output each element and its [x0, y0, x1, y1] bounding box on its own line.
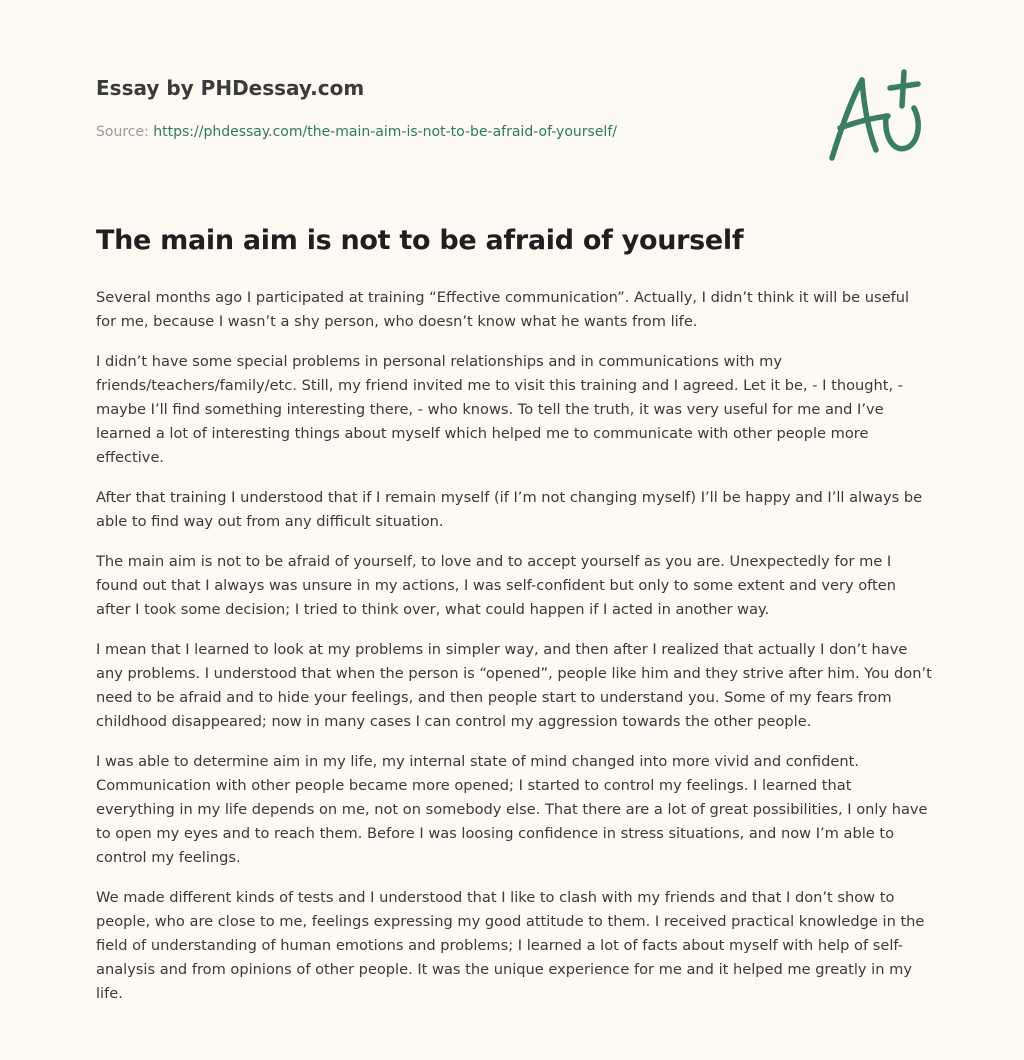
- site-title: Essay by PHDessay.com: [96, 76, 365, 100]
- paragraph: I was able to determine aim in my life, my internal state of mind changed into more vivid and confident. Communication with other people became more opened; I started to control my feelings. I learned that everything in my life depends on me, not on somebody else. That there are a lot of great possibilities, I only have to open my eyes and to reach them. Before I was loosing confidence in stress situations, and now I’m able to control my feelings.: [96, 753, 928, 866]
- paragraph: I didn’t have some special problems in personal relationships and in communications with my friends/teachers/family/etc. Still, my friend invited me to visit this training and I agreed. Let it be, - I thought, - maybe I’ll find something interesting there, - who knows. To tell the truth, it was very useful for me and I’ve learned a lot of interesting things about myself which helped me to communicate with other people more effective.: [96, 353, 904, 466]
- paragraph: I mean that I learned to look at my problems in simpler way, and then after I realized that actually I don’t have any problems. I understood that when the person is “opened”, people like him and they strive after him. You don’t need to be afraid and to hide your feelings, and then people start to understand you. Some of my fears from childhood disappeared; now in many cases I can control my aggression towards the other people.: [96, 641, 932, 730]
- source-link[interactable]: https://phdessay.com/the-main-aim-is-not-to-be-afraid-of-yourself/: [153, 124, 617, 140]
- paragraph: The main aim is not to be afraid of yourself, to love and to accept yourself as you are. Unexpectedly for me I found out that I always was unsure in my actions, I was self-confident but only to some extent and very often after I took some decision; I tried to think over, what could happen if I acted in another way.: [96, 553, 896, 618]
- source-label: Source:: [96, 124, 154, 140]
- paragraph: We made different kinds of tests and I understood that I like to clash with my friends and that I don’t show to people, who are close to me, feelings expressing my good attitude to them. I received practical knowledge in the field of understanding of human emotions and problems; I learned a lot of facts about myself with help of self-analysis and from opinions of other people. It was the unique experience for me and it helped me greatly in my life.: [96, 889, 925, 1002]
- paragraph: After that training I understood that if I remain myself (if I’m not changing myself) I’ll be happy and I’ll always be able to find way out from any difficult situation.: [96, 489, 923, 530]
- paragraph: Several months ago I participated at training “Effective communication”. Actually, I didn’t think it will be useful for me, because I wasn’t a shy person, who doesn’t know what he wants from life.: [96, 289, 910, 330]
- essay-body: [96, 286, 932, 1022]
- essay-title: The main aim is not to be afraid of yourself: [96, 225, 744, 256]
- source-line: [96, 124, 617, 140]
- a-plus-logo-icon: [826, 66, 930, 166]
